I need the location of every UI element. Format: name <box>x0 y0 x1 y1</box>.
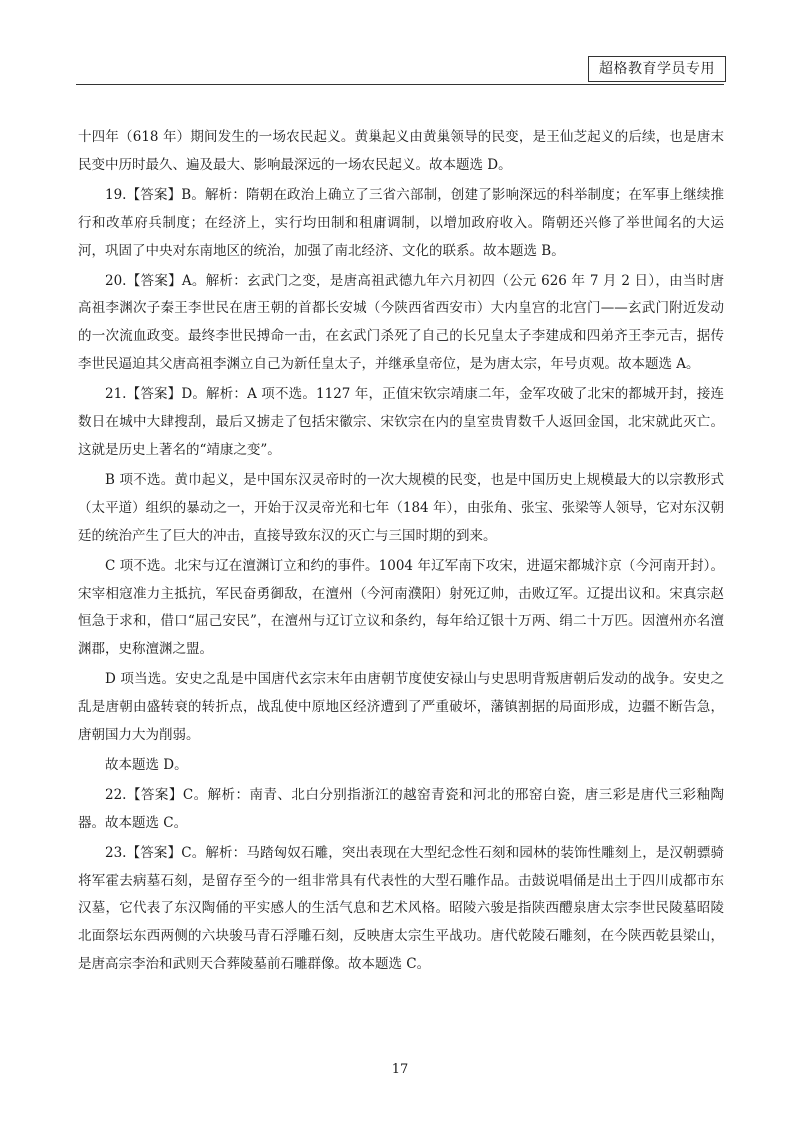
answer-21-option-b: B 项不选。黄巾起义，是中国东汉灵帝时的一次大规模的民变，也是中国历史上规模最大的以宗教形式（太平道）组织的暴动之一，开始于汉灵帝光和七年（184 年），由张角、张宝、张梁等人领导，它对东汉朝廷的统治产生了巨大的冲击，直接导致东汉的灭亡与三国时期的到来。 <box>78 471 724 544</box>
answer-21-option-d: D 项当选。安史之乱是中国唐代玄宗末年由唐朝节度使安禄山与史思明背叛唐朝后发动的战争。安史之乱是唐朝由盛转衰的转折点，战乱使中原地区经济遭到了严重破坏，藩镇割据的局面形成，边疆不断告急，唐朝国力大为削弱。 <box>78 671 724 744</box>
answer-22: 22.【答案】C。解析：南青、北白分别指浙江的越窑青瓷和河北的邢窑白瓷，唐三彩是唐代三彩釉陶器。故本题选 C。 <box>78 786 724 831</box>
answer-19: 19.【答案】B。解析：隋朝在政治上确立了三省六部制，创建了影响深远的科举制度；在军事上继续推行和改革府兵制度；在经济上，实行均田制和租庸调制，以增加政府收入。隋朝还兴修了举世闻名的大运河，巩固了中央对东南地区的统治，加强了南北经济、文化的联系。故本题选 B。 <box>78 186 724 259</box>
paragraph-continuation: 十四年（618 年）期间发生的一场农民起义。黄巢起义由黄巢领导的民变，是王仙芝起义的后续，也是唐末民变中历时最久、遍及最大、影响最深远的一场农民起义。故本题选 D。 <box>78 129 724 173</box>
answer-21: 21.【答案】D。解析：A 项不选。1127 年，正值宋钦宗靖康二年，金军攻破了北宋的都城开封，接连数日在城中大肆搜刮，最后又掳走了包括宋徽宗、宋钦宗在内的皇室贵胄数千人返回金国，北宋就此灭亡。这就是历史上著名的“靖康之变”。 <box>78 386 724 458</box>
answer-explanations <box>78 124 724 979</box>
header-divider <box>76 84 724 85</box>
answer-20: 20.【答案】A。解析：玄武门之变，是唐高祖武德九年六月初四（公元 626 年 7 月 2 日），由当时唐高祖李渊次子秦王李世民在唐王朝的首都长安城（今陕西省西安市）大内皇宫的北宫门——玄武门附近发动的一次流血政变。最终李世民搏命一击，在玄武门杀死了自己的长兄皇太子李建成和四弟齐王李元吉，据传李世民逼迫其父唐高祖李渊立自己为新任皇太子，并继承皇帝位，是为唐太宗，年号贞观。故本题选 A。 <box>78 272 724 373</box>
header-badge: 超格教育学员专用 <box>588 56 726 82</box>
page-number: 17 <box>391 1062 409 1077</box>
answer-21-option-c: C 项不选。北宋与辽在澶渊订立和约的事件。1004 年辽军南下攻宋，进逼宋都城汴京（今河南开封）。宋宰相寇准力主抵抗，军民奋勇御敌，在澶州（今河南濮阳）射死辽帅，击败辽军。辽提出议和。宋真宗赵恒急于求和，借口“屈己安民”，在澶州与辽订立议和条约，每年给辽银十万两、绢二十万匹。因澶州亦名澶渊郡，史称澶渊之盟。 <box>78 557 724 658</box>
answer-23: 23.【答案】C。解析：马踏匈奴石雕，突出表现在大型纪念性石刻和园林的装饰性雕刻上，是汉朝骠骑将军霍去病墓石刻，是留存至今的一组非常具有代表性的大型石雕作品。击鼓说唱俑是出土于四川成都市东汉墓，它代表了东汉陶俑的平实感人的生活气息和艺术风格。昭陵六骏是指陕西醴泉唐太宗李世民陵墓昭陵北面祭坛东西两侧的六块骏马青石浮雕石刻，反映唐太宗生平战功。唐代乾陵石雕刻，在今陕西乾县梁山，是唐高宗李治和武则天合葬陵墓前石雕群像。故本题选 C。 <box>78 844 724 973</box>
answer-21-conclusion: 故本题选 D。 <box>105 756 188 773</box>
